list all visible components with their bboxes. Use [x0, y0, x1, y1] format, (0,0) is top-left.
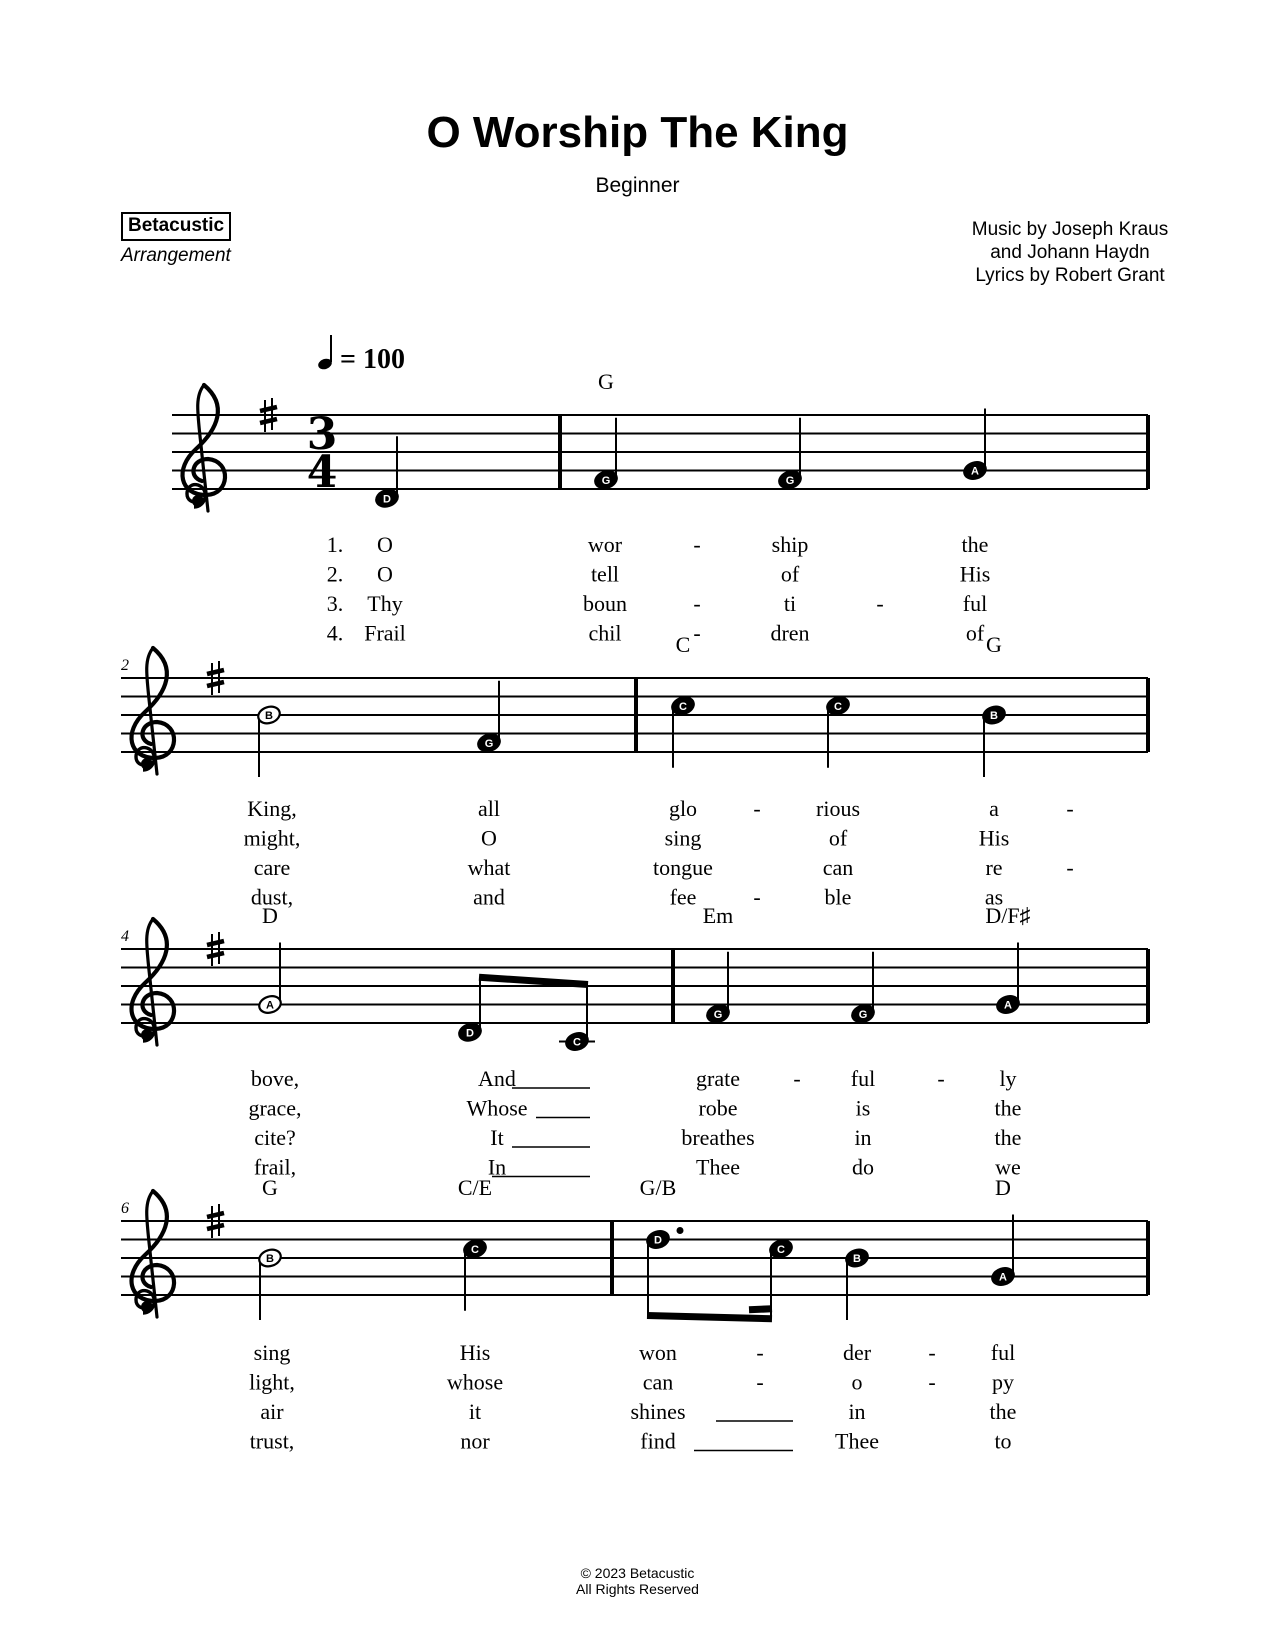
note-letter: A [971, 465, 979, 478]
verse-number: 1. [326, 532, 344, 557]
lyric-syllable: the [994, 1095, 1022, 1121]
credit-line: and Johann Haydn [990, 242, 1150, 263]
lyric-syllable: Thy [367, 591, 403, 616]
lyric-syllable: dust, [250, 884, 294, 910]
note-dot [677, 1227, 684, 1234]
note-letter: B [265, 710, 273, 722]
lyric-syllable: tell [590, 561, 620, 587]
lyric-syllable: der [842, 1340, 872, 1365]
time-signature-top: 3 [306, 409, 338, 460]
treble-clef-dot [141, 1301, 153, 1313]
staff-system [172, 369, 1148, 646]
verse-number: 4. [326, 620, 344, 646]
lyric-syllable: rious [816, 796, 860, 821]
lyric-syllable: ful [990, 1340, 1016, 1365]
lyric-syllable: wor [587, 532, 623, 557]
lyric-syllable: sing [253, 1340, 291, 1365]
note-letter: D [383, 493, 391, 506]
verse-number: 2. [326, 561, 344, 587]
lyric-syllable: robe [698, 1095, 738, 1121]
lyric-syllable: O [481, 825, 497, 851]
lyric-syllable: Thee [696, 1154, 740, 1180]
credit-line: Lyrics by Robert Grant [975, 265, 1165, 286]
lyric-syllable: fee [669, 884, 697, 910]
lyric-syllable: Thee [835, 1428, 879, 1454]
lyric-syllable: of [828, 825, 848, 851]
note-letter: C [471, 1243, 479, 1256]
lyric-syllable: in [854, 1125, 872, 1150]
lyric-syllable: and [473, 884, 505, 910]
lyric-hyphen: - [937, 1066, 945, 1091]
time-signature-bottom: 4 [306, 447, 338, 498]
lyric-syllable: all [478, 796, 500, 821]
note-letter: C [777, 1243, 785, 1256]
lyric-syllable: find [640, 1428, 676, 1454]
lyric-syllable: nor [460, 1428, 490, 1454]
lyric-hyphen: - [753, 796, 761, 821]
lyric-hyphen: - [693, 591, 701, 616]
note-letter: C [834, 700, 842, 713]
lyric-hyphen: - [756, 1369, 764, 1395]
lyric-syllable: the [961, 532, 989, 557]
note-letter: A [1004, 999, 1012, 1012]
verse-number: 3. [326, 591, 344, 616]
lyric-syllable: And [478, 1066, 516, 1091]
lyric-syllable: breathes [681, 1125, 755, 1150]
chord-symbol: C/E [457, 1175, 493, 1200]
lyric-syllable: bove, [250, 1066, 300, 1091]
lyric-syllable: ship [771, 532, 809, 557]
credit-line: Music by Joseph Kraus [971, 219, 1169, 240]
lyric-syllable: His [959, 561, 991, 587]
difficulty-subtitle: Beginner [595, 174, 680, 197]
lyric-syllable: Whose [466, 1095, 528, 1121]
staff-systems [121, 369, 1148, 1454]
treble-clef-dot [192, 495, 204, 507]
lyric-hyphen: - [876, 591, 884, 616]
lyric-syllable: the [989, 1399, 1017, 1424]
lyric-syllable: can [822, 855, 854, 880]
treble-clef-dot [141, 758, 153, 770]
note-letter: C [573, 1036, 581, 1049]
sharp-bar [207, 953, 224, 957]
lyric-syllable: to [994, 1428, 1012, 1454]
note-letter: G [858, 1008, 868, 1021]
lyric-syllable: King, [247, 796, 297, 821]
lyric-syllable: of [965, 620, 985, 646]
note-letter: G [785, 474, 795, 487]
lyric-syllable: O [377, 532, 393, 557]
lyric-syllable: do [852, 1154, 874, 1180]
sharp-bar [207, 682, 224, 686]
lyric-syllable: ble [824, 884, 852, 910]
rights-text: All Rights Reserved [576, 1581, 699, 1597]
measure-number: 2 [121, 657, 129, 674]
note-beam-short [749, 1309, 772, 1310]
lyric-syllable: the [994, 1125, 1022, 1150]
sharp-bar [207, 1225, 224, 1229]
chord-symbol: G [262, 1175, 278, 1200]
lyric-syllable: care [253, 855, 291, 880]
chord-symbol: G/B [639, 1175, 677, 1200]
chord-symbol: D [262, 903, 278, 928]
lyric-hyphen: - [1066, 796, 1074, 821]
staff-system [121, 903, 1148, 1180]
lyric-syllable: we [995, 1154, 1021, 1180]
copyright-text: © 2023 Betacustic [580, 1565, 695, 1581]
tempo-marking [317, 335, 405, 375]
lyric-syllable: won [639, 1340, 677, 1365]
lyric-syllable: ful [962, 591, 988, 616]
lyric-syllable: as [984, 884, 1004, 910]
chord-symbol: D [995, 1175, 1011, 1200]
lyric-hyphen: - [928, 1369, 936, 1395]
lyric-syllable: sing [664, 825, 702, 851]
lyric-hyphen: - [753, 884, 761, 910]
sharp-bar [207, 670, 224, 674]
lyric-hyphen: - [756, 1340, 764, 1365]
note-letter: D [654, 1234, 662, 1247]
lyric-syllable: is [855, 1095, 871, 1121]
lyric-syllable: chil [588, 620, 622, 646]
staff-system [121, 632, 1148, 910]
lyric-syllable: of [780, 561, 800, 587]
lyric-syllable: cite? [254, 1125, 296, 1150]
note-letter: A [266, 999, 274, 1012]
treble-clef-dot [141, 1029, 153, 1041]
lyric-hyphen: - [793, 1066, 801, 1091]
lyric-syllable: His [459, 1340, 491, 1365]
lyric-syllable: o [851, 1369, 863, 1395]
lyric-syllable: frail, [253, 1154, 297, 1180]
chord-symbol: C [675, 632, 691, 657]
lyric-hyphen: - [693, 620, 701, 646]
lyric-syllable: air [260, 1399, 284, 1424]
lyric-syllable: re [985, 855, 1003, 880]
lyric-syllable: light, [249, 1369, 295, 1395]
lyric-syllable: grate [696, 1066, 740, 1091]
arrangement-label: Arrangement [121, 245, 231, 266]
chord-symbol: G [986, 632, 1002, 657]
sharp-bar [260, 407, 277, 411]
lyric-syllable: trust, [249, 1428, 295, 1454]
note-beam [479, 977, 588, 984]
lyric-syllable: shines [630, 1399, 686, 1424]
lyric-syllable: Frail [364, 620, 406, 646]
lyric-syllable: whose [446, 1369, 504, 1395]
note-letter: G [601, 474, 611, 487]
measure-number: 4 [121, 928, 129, 945]
note-letter: G [484, 737, 494, 750]
note-letter: D [466, 1027, 474, 1040]
sharp-bar [207, 941, 224, 945]
lyric-syllable: can [642, 1369, 674, 1395]
sharp-bar [260, 419, 277, 423]
tempo-text: = 100 [340, 344, 405, 375]
lyric-syllable: His [978, 825, 1010, 851]
brand-badge: Betacustic [121, 212, 231, 241]
chord-symbol: G [598, 369, 614, 394]
lyric-syllable: ful [850, 1066, 876, 1091]
lyric-syllable: tongue [653, 855, 713, 880]
lyric-hyphen: - [1066, 855, 1074, 880]
lyric-syllable: O [377, 561, 393, 587]
lyric-syllable: a [989, 796, 999, 821]
chord-symbol: D/F♯ [985, 903, 1031, 928]
song-title: O Worship The King [426, 108, 849, 157]
lyric-syllable: dren [770, 620, 810, 646]
lyric-syllable: ly [999, 1066, 1017, 1091]
note-letter: G [713, 1008, 723, 1021]
lyric-syllable: ti [783, 591, 797, 616]
lyric-syllable: py [992, 1369, 1014, 1395]
note-letter: B [990, 710, 998, 722]
note-beam [647, 1316, 772, 1319]
note-letter: B [853, 1253, 861, 1265]
measure-number: 6 [121, 1200, 129, 1217]
lyric-syllable: what [467, 855, 511, 880]
note-letter: B [266, 1253, 274, 1265]
footer [0, 1565, 1275, 1597]
lyric-syllable: It [490, 1125, 504, 1150]
lyric-hyphen: - [928, 1340, 936, 1365]
staff-system [121, 1175, 1148, 1454]
lyric-syllable: it [468, 1399, 482, 1424]
lyric-syllable: grace, [248, 1095, 302, 1121]
note-letter: A [999, 1271, 1007, 1284]
lyric-syllable: glo [668, 796, 698, 821]
sharp-bar [207, 1213, 224, 1217]
lyric-syllable: In [487, 1154, 507, 1180]
lyric-syllable: boun [583, 591, 627, 616]
lyric-syllable: might, [243, 825, 301, 851]
lyric-hyphen: - [693, 532, 701, 557]
note-letter: C [679, 700, 687, 713]
chord-symbol: Em [702, 903, 734, 928]
lyric-syllable: in [848, 1399, 866, 1424]
